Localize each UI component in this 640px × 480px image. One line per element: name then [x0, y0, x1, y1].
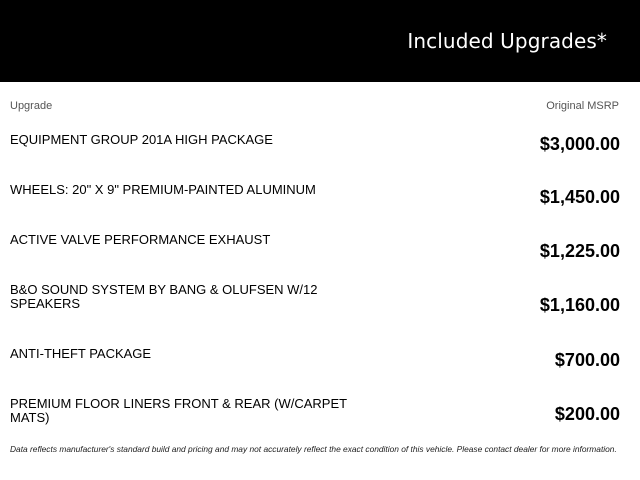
table-row — [0, 233, 640, 281]
upgrade-name: ACTIVE VALVE PERFORMANCE EXHAUST — [10, 232, 271, 247]
upgrade-price: $3,000.00 — [539, 134, 620, 154]
upgrade-price: $1,225.00 — [539, 241, 620, 261]
column-header-upgrade: Upgrade — [10, 100, 53, 112]
table-row — [0, 283, 640, 331]
upgrade-name: EQUIPMENT GROUP 201A HIGH PACKAGE — [10, 132, 273, 147]
disclaimer-text: Data reflects manufacturer's standard build and pricing and may not accurately reflect the exact condition of this vehicle. Please contact dealer for more information. — [10, 444, 617, 454]
column-header-original-msrp: Original MSRP — [546, 100, 619, 112]
page-title: Included Upgrades* — [407, 29, 607, 53]
upgrade-price: $1,160.00 — [539, 295, 620, 315]
upgrade-price: $200.00 — [554, 404, 620, 424]
upgrade-price: $700.00 — [554, 350, 620, 370]
upgrade-name: ANTI-THEFT PACKAGE — [10, 346, 152, 361]
header-bar — [0, 0, 640, 82]
table-row — [0, 397, 640, 445]
table-row — [0, 133, 640, 181]
table-row — [0, 347, 640, 395]
upgrade-name: PREMIUM FLOOR LINERS FRONT & REAR (W/CARPET MATS) — [10, 396, 347, 425]
upgrade-name: B&O SOUND SYSTEM BY BANG & OLUFSEN W/12 SPEAKERS — [10, 282, 318, 311]
upgrade-price: $1,450.00 — [539, 187, 620, 207]
upgrade-name: WHEELS: 20" X 9" PREMIUM-PAINTED ALUMINUM — [10, 182, 316, 197]
table-row — [0, 183, 640, 231]
